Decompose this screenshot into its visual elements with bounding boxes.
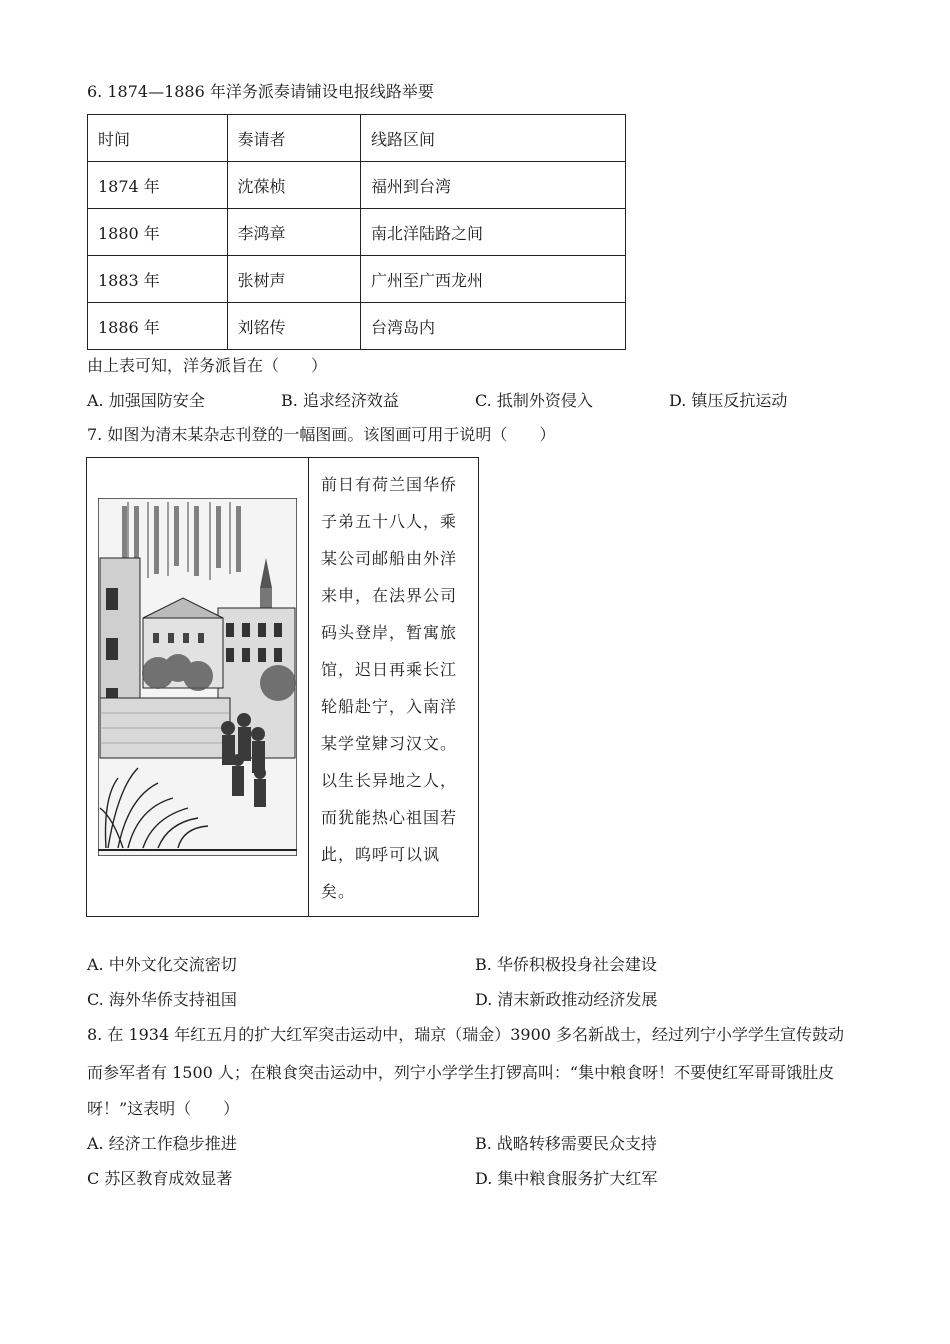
q8-option-c[interactable]: C 苏区教育成效显著: [87, 1169, 233, 1188]
table-header-cell: 时间: [88, 115, 228, 162]
table-cell: 广州至广西龙州: [361, 256, 626, 303]
table-cell: 南北洋陆路之间: [361, 209, 626, 256]
figure-divider: [308, 458, 309, 916]
q6-table: [87, 114, 626, 350]
q6-option-a[interactable]: A. 加强国防安全: [87, 391, 205, 410]
table-cell: 张树声: [227, 256, 360, 303]
q6-question: 由上表可知，洋务派旨在（ ）: [87, 356, 328, 375]
q8-option-b[interactable]: B. 战略转移需要民众支持: [475, 1134, 657, 1153]
table-cell: 1883 年: [88, 256, 228, 303]
table-header-cell: 奏请者: [227, 115, 360, 162]
table-cell: 李鸿章: [227, 209, 360, 256]
q6-option-d[interactable]: D. 镇压反抗运动: [669, 391, 788, 410]
q7-figure-box: [86, 457, 479, 917]
q8-stem-line-3: 呀！”这表明（ ）: [87, 1099, 240, 1118]
q7-option-d[interactable]: D. 清末新政推动经济发展: [475, 990, 658, 1009]
table-cell: 福州到台湾: [361, 162, 626, 209]
table-cell: 1874 年: [88, 162, 228, 209]
q8-option-d[interactable]: D. 集中粮食服务扩大红军: [475, 1169, 658, 1188]
q6-stem: 6. 1874—1886 年洋务派奏请铺设电报线路举要: [87, 82, 434, 101]
table-cell: 1880 年: [88, 209, 228, 256]
table-row: [88, 209, 626, 256]
table-cell: 刘铭传: [227, 303, 360, 350]
table-cell: 台湾岛内: [361, 303, 626, 350]
q7-option-c[interactable]: C. 海外华侨支持祖国: [87, 990, 237, 1009]
q6-option-c[interactable]: C. 抵制外资侵入: [475, 391, 593, 410]
table-row: [88, 256, 626, 303]
q8-stem-line-1: 8. 在 1934 年红五月的扩大红军突击运动中，瑞京（瑞金）3900 多名新战士，经过列宁小学学生宣传鼓动: [87, 1025, 845, 1044]
q8-option-a[interactable]: A. 经济工作稳步推进: [87, 1134, 237, 1153]
table-row: [88, 162, 626, 209]
q7-option-b[interactable]: B. 华侨积极投身社会建设: [475, 955, 657, 974]
figure-caption: 前日有荷兰国华侨子弟五十八人，乘某公司邮船由外洋来申，在法界公司码头登岸，暂寓旅馆，迟日再乘长江轮船赴宁，入南洋某学堂肄习汉文。以生长异地之人，而犹能热心祖国若此，呜呼可以讽矣。: [321, 475, 458, 901]
qing-magazine-illustration: [98, 498, 297, 856]
table-header-cell: 线路区间: [361, 115, 626, 162]
q7-option-a[interactable]: A. 中外文化交流密切: [87, 955, 237, 974]
table-row: [88, 303, 626, 350]
q6-option-b[interactable]: B. 追求经济效益: [281, 391, 399, 410]
q7-stem: 7. 如图为清末某杂志刊登的一幅图画。该图画可用于说明（ ）: [87, 425, 556, 444]
table-cell: 1886 年: [88, 303, 228, 350]
table-cell: 沈葆桢: [227, 162, 360, 209]
q8-stem-line-2: 而参军者有 1500 人；在粮食突击运动中，列宁小学学生打锣高叫：“集中粮食呀！不要使红军哥哥饿肚皮: [87, 1063, 835, 1082]
table-header-row: [88, 115, 626, 162]
